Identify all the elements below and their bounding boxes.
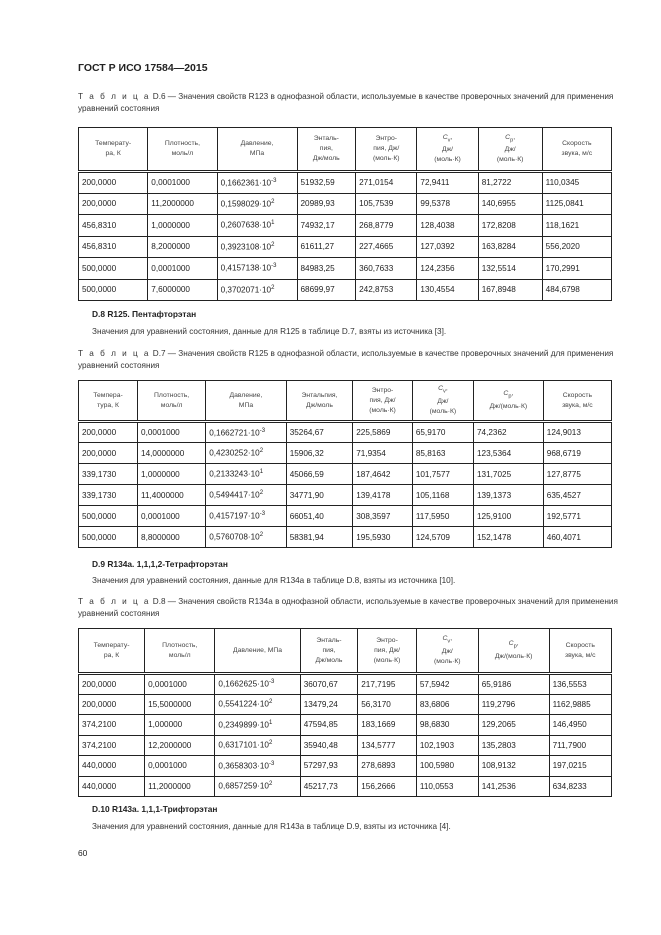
table-cell: 500,0000: [79, 506, 138, 527]
table-cell: 195,5930: [353, 527, 413, 548]
table-cell: 125,9100: [474, 506, 544, 527]
table-cell: 227,4665: [356, 236, 417, 258]
table-caption-d8: [78, 596, 618, 620]
table-cell: 57297,93: [300, 756, 358, 777]
pressure-exponent: 2: [259, 490, 264, 497]
column-header-text: Давление, МПа: [233, 646, 283, 654]
table-cell: 200,0000: [79, 674, 145, 695]
table-cell: 65,9186: [478, 674, 549, 695]
table-cell: 183,1669: [358, 715, 417, 736]
table-cell: 124,9013: [543, 422, 611, 443]
table-cell: 47594,85: [300, 715, 358, 736]
column-header-text: Темпера- тура, К: [93, 391, 123, 409]
table-cell: 119,2796: [478, 694, 549, 715]
pressure-mantissa: 0,5760708·10: [209, 532, 260, 542]
header-row: [79, 128, 612, 172]
table-cell: 460,4071: [543, 527, 611, 548]
table-cell: 8,8000000: [138, 527, 206, 548]
table-row: [79, 443, 612, 464]
table-cell: 117,5950: [412, 506, 473, 527]
table-row: [79, 694, 612, 715]
table-cell: [215, 776, 300, 797]
column-header-text: Дж/(моль·К): [489, 402, 528, 410]
table-cell: 200,0000: [79, 172, 148, 194]
pressure-mantissa: 0,3658303·10: [218, 761, 269, 771]
table-cell: 132,5514: [478, 258, 542, 280]
column-header-text: Давление, МПа: [240, 140, 274, 157]
table-row: [79, 279, 612, 301]
table-cell: 36070,67: [300, 674, 358, 695]
table-cell: 7,6000000: [148, 279, 217, 301]
table-cell: 139,1373: [474, 485, 544, 506]
pressure-mantissa: 0,6317101·10: [218, 741, 269, 751]
table-cell: 0,0001000: [138, 506, 206, 527]
table-row: [79, 172, 612, 194]
pressure-mantissa: 0,4230252·10: [209, 448, 260, 458]
pressure-mantissa: 0,5494417·10: [209, 490, 260, 500]
column-header-text: Энтальпия, Дж/моль: [301, 391, 338, 409]
pressure-exponent: 2: [271, 198, 275, 205]
pressure-exponent: -3: [271, 177, 277, 184]
table-cell: 163,8284: [478, 236, 542, 258]
table-cell: 20989,93: [297, 193, 356, 215]
table-cell: 456,8310: [79, 236, 148, 258]
table-cell: 127,8775: [543, 464, 611, 485]
table-cell: 74932,17: [297, 215, 356, 237]
symbol-subscript: p: [508, 393, 512, 400]
table-cell: 51932,59: [297, 172, 356, 194]
table-cell: [215, 735, 300, 756]
column-header-text: Температу- ра, К: [93, 641, 130, 659]
table-cell: 8,2000000: [148, 236, 217, 258]
pressure-exponent: 1: [268, 719, 273, 726]
table-cell: [215, 756, 300, 777]
column-header: [543, 381, 611, 422]
pressure-exponent: 2: [268, 781, 273, 788]
pressure-exponent: -3: [259, 427, 266, 434]
header-row: [79, 629, 612, 674]
table-cell: 105,7539: [356, 193, 417, 215]
table-cell: 156,2666: [358, 776, 417, 797]
column-header-text: Плотность, моль/л: [164, 140, 200, 157]
table-cell: 129,2065: [478, 715, 549, 736]
table-cell: 172,8208: [478, 215, 542, 237]
table-cell: 110,0345: [542, 172, 611, 194]
table-cell: 124,2356: [417, 258, 478, 280]
table-cell: 167,8948: [478, 279, 542, 301]
pressure-exponent: 1: [259, 469, 264, 476]
pressure-mantissa: 0,1662625·10: [218, 680, 269, 690]
pressure-exponent: 2: [271, 241, 275, 248]
table-cell: [217, 172, 297, 194]
table-cell: 374,2100: [79, 715, 145, 736]
section-title-d9: D.9 R134a. 1,1,1,2-Тетрафторэтан: [92, 559, 228, 569]
table-cell: 500,0000: [79, 258, 148, 280]
section-text-d8: Значения для уравнений состояния, данные для R125 в таблице D.7, взяты из источника [3].: [92, 327, 447, 336]
table-cell: 0,0001000: [145, 674, 215, 695]
column-header-text: Энталь- пия, Дж/моль: [315, 636, 343, 664]
pressure-exponent: 1: [271, 220, 275, 227]
table-row: [79, 485, 612, 506]
caption-text: D.8 — Значения свойств R134a в однофазной области, используемые в качестве проверочных значений для применения уравнений состояния: [78, 597, 618, 618]
column-header-text: Скорость звука, м/с: [562, 391, 593, 409]
column-header: $C_v$, Дж/ (моль·К): [412, 381, 473, 422]
table-cell: 1,0000000: [148, 215, 217, 237]
table-cell: 65,9170: [412, 422, 473, 443]
table-row: [79, 756, 612, 777]
column-header: $C_v$, Дж/ (моль·К): [416, 629, 478, 674]
table-cell: [206, 485, 287, 506]
symbol-subscript: p: [510, 137, 514, 144]
table-cell: 34771,90: [286, 485, 353, 506]
table-cell: 278,6893: [358, 756, 417, 777]
table-row: [79, 506, 612, 527]
table-cell: [206, 527, 287, 548]
table-cell: 56,3170: [358, 694, 417, 715]
table-cell: 308,3597: [353, 506, 413, 527]
table-cell: 61611,27: [297, 236, 356, 258]
table-cell: [206, 506, 287, 527]
table-cell: [206, 422, 287, 443]
table-row: [79, 527, 612, 548]
column-header-text: Дж/(моль·К): [494, 652, 533, 660]
pressure-mantissa: 0,4157138·10: [220, 264, 272, 274]
pressure-exponent: 2: [259, 532, 264, 539]
column-header-text: Энтро- пия, Дж/ (моль·К): [372, 135, 400, 162]
column-header-text: Энтро- пия, Дж/ (моль·К): [369, 386, 396, 414]
table-cell: 110,0553: [416, 776, 478, 797]
column-header-text: Плотность, моль/л: [162, 641, 198, 659]
column-header: [358, 629, 417, 674]
column-header-text: Энтро- пия, Дж/ (моль·К): [373, 636, 401, 664]
table-cell: 1,0000000: [138, 464, 206, 485]
table-cell: 105,1168: [412, 485, 473, 506]
section-title-d10: D.10 R143a. 1,1,1-Трифторэтан: [92, 804, 218, 814]
table-cell: 374,2100: [79, 735, 145, 756]
table-cell: [206, 464, 287, 485]
column-header-text: Плотность, моль/л: [154, 391, 190, 409]
column-header: [138, 381, 206, 422]
pressure-mantissa: 0,1662361·10: [220, 178, 272, 188]
symbol-subscript: v: [447, 638, 451, 645]
section-title-d8: D.8 R125. Пентафторэтан: [92, 309, 197, 319]
pressure-mantissa: 0,2349899·10: [218, 720, 269, 730]
table-d7: [78, 380, 612, 548]
table-cell: 339,1730: [79, 485, 138, 506]
column-header-text: Скорость звука, м/с: [564, 641, 596, 659]
pressure-mantissa: 0,5541224·10: [218, 700, 269, 710]
table-cell: 68699,97: [297, 279, 356, 301]
table-cell: [215, 694, 300, 715]
table-row: [79, 422, 612, 443]
section-text-d9: Значения для уравнений состояния, данные для R134a в таблице D.8, взяты из источника [10].: [92, 576, 456, 585]
table-row: [79, 236, 612, 258]
table-cell: 968,6719: [543, 443, 611, 464]
column-header: [353, 381, 413, 422]
table-cell: 0,0001000: [145, 756, 215, 777]
column-header-text: Дж/ (моль·К): [434, 146, 461, 164]
column-header: [79, 629, 145, 674]
table-cell: 74,2362: [474, 422, 544, 443]
table-cell: 100,5980: [416, 756, 478, 777]
table-cell: 11,2000000: [145, 776, 215, 797]
table-cell: 123,5364: [474, 443, 544, 464]
table-cell: 0,0001000: [148, 172, 217, 194]
table-cell: 140,6955: [478, 193, 542, 215]
pressure-exponent: 2: [268, 699, 273, 706]
table-cell: 187,4642: [353, 464, 413, 485]
table-cell: 11,2000000: [148, 193, 217, 215]
symbol: C: [503, 390, 509, 398]
table-cell: 57,5942: [416, 674, 478, 695]
table-cell: 12,2000000: [145, 735, 215, 756]
column-header-text: Температу- ра, К: [95, 140, 132, 157]
symbol: C: [508, 640, 514, 648]
table-cell: 102,1903: [416, 735, 478, 756]
caption-text: D.6 — Значения свойств R123 в однофазной области, используемые в качестве проверочных значений для применения уравнений состояния: [78, 92, 614, 113]
symbol: C: [442, 133, 448, 141]
table-cell: 141,2536: [478, 776, 549, 797]
column-header: [215, 629, 300, 674]
table-row: [79, 464, 612, 485]
table-cell: 127,0392: [417, 236, 478, 258]
table-cell: 118,1621: [542, 215, 611, 237]
table-row: [79, 776, 612, 797]
column-header: [356, 128, 417, 172]
table-cell: 268,8779: [356, 215, 417, 237]
table-cell: [206, 443, 287, 464]
pressure-mantissa: 0,1598029·10: [220, 199, 272, 209]
section-text-d10: Значения для уравнений состояния, данные для R143a в таблице D.9, взяты из источника [4].: [92, 822, 451, 831]
table-cell: 484,6798: [542, 279, 611, 301]
column-header: [206, 381, 287, 422]
table-cell: 556,2020: [542, 236, 611, 258]
column-header-text: Скорость звука, м/с: [561, 140, 593, 157]
table-cell: 139,4178: [353, 485, 413, 506]
symbol-subscript: p: [513, 643, 517, 650]
table-cell: [217, 279, 297, 301]
pressure-exponent: -3: [268, 760, 275, 767]
column-header: [217, 128, 297, 172]
table-cell: 152,1478: [474, 527, 544, 548]
table-cell: [217, 193, 297, 215]
table-cell: 13479,24: [300, 694, 358, 715]
pressure-mantissa: 0,2133243·10: [209, 469, 260, 479]
column-header: [542, 128, 611, 172]
table-cell: [217, 258, 297, 280]
table-cell: 192,5771: [543, 506, 611, 527]
table-cell: [217, 236, 297, 258]
pressure-mantissa: 0,1662721·10: [209, 428, 260, 438]
pressure-exponent: -3: [271, 263, 277, 270]
table-row: [79, 674, 612, 695]
table-cell: 84983,25: [297, 258, 356, 280]
pressure-mantissa: 0,4157197·10: [209, 511, 260, 521]
table-cell: 72,9411: [417, 172, 478, 194]
table-d6: [78, 127, 612, 301]
table-cell: 0,0001000: [138, 422, 206, 443]
table-cell: 440,0000: [79, 776, 145, 797]
table-cell: 98,6830: [416, 715, 478, 736]
table-cell: 101,7577: [412, 464, 473, 485]
table-cell: 85,8163: [412, 443, 473, 464]
column-header-text: Энталь- пия, Дж/моль: [312, 135, 340, 162]
table-row: [79, 258, 612, 280]
pressure-exponent: 2: [271, 284, 275, 291]
column-header: $C_p$, Дж/(моль·К): [474, 381, 544, 422]
table-cell: 456,8310: [79, 215, 148, 237]
column-header: [148, 128, 217, 172]
document-header: ГОСТ Р ИСО 17584—2015: [78, 62, 208, 74]
table-cell: 0,0001000: [148, 258, 217, 280]
table-cell: 83,6806: [416, 694, 478, 715]
column-header-text: Дж/ (моль·К): [434, 647, 461, 665]
page-number: 60: [78, 848, 88, 858]
column-header-text: Дж/ (моль·К): [496, 146, 524, 164]
pressure-mantissa: 0,3923108·10: [220, 242, 272, 252]
column-header: $C_v$, Дж/ (моль·К): [417, 128, 478, 172]
table-row: [79, 715, 612, 736]
column-header: [286, 381, 353, 422]
table-cell: 225,5869: [353, 422, 413, 443]
table-row: [79, 215, 612, 237]
column-header: [145, 629, 215, 674]
caption-text: D.7 — Значения свойств R125 в однофазной области, используемые в качестве проверочных значений для применения уравнений состояния: [78, 349, 614, 370]
table-cell: 339,1730: [79, 464, 138, 485]
table-cell: 15906,32: [286, 443, 353, 464]
table-row: [79, 193, 612, 215]
table-caption-d6: [78, 91, 618, 115]
pressure-mantissa: 0,3702071·10: [220, 285, 272, 295]
table-cell: 635,4527: [543, 485, 611, 506]
symbol: C: [505, 133, 511, 141]
pressure-mantissa: 0,2607638·10: [220, 221, 272, 231]
table-cell: 45066,59: [286, 464, 353, 485]
table-row: [79, 735, 612, 756]
table-cell: [217, 215, 297, 237]
column-header-text: Давление, МПа: [229, 391, 263, 409]
table-d8: [78, 628, 612, 797]
column-header: [79, 128, 148, 172]
table-cell: 271,0154: [356, 172, 417, 194]
table-cell: 136,5553: [549, 674, 611, 695]
table-cell: 11,4000000: [138, 485, 206, 506]
column-header: [79, 381, 138, 422]
table-cell: 440,0000: [79, 756, 145, 777]
column-header: $C_p$, Дж/ (моль·К): [478, 128, 542, 172]
table-cell: 135,2803: [478, 735, 549, 756]
table-cell: 1125,0841: [542, 193, 611, 215]
symbol-subscript: v: [447, 137, 451, 144]
table-cell: 71,9354: [353, 443, 413, 464]
table-cell: 200,0000: [79, 193, 148, 215]
symbol-subscript: v: [443, 388, 446, 395]
table-cell: 146,4950: [549, 715, 611, 736]
table-cell: 35264,67: [286, 422, 353, 443]
table-cell: 634,8233: [549, 776, 611, 797]
table-cell: 500,0000: [79, 279, 148, 301]
table-cell: 1162,9885: [549, 694, 611, 715]
table-cell: 242,8753: [356, 279, 417, 301]
table-cell: 500,0000: [79, 527, 138, 548]
table-cell: 14,0000000: [138, 443, 206, 464]
pressure-exponent: -3: [268, 679, 275, 686]
pressure-exponent: 2: [268, 740, 273, 747]
table-cell: [215, 674, 300, 695]
caption-label: Т а б л и ц а: [78, 349, 151, 358]
table-cell: 45217,73: [300, 776, 358, 797]
pressure-exponent: 2: [259, 448, 264, 455]
table-cell: 711,7900: [549, 735, 611, 756]
pressure-mantissa: 0,6857259·10: [218, 782, 269, 792]
table-cell: 15,5000000: [145, 694, 215, 715]
column-header-text: Дж/ (моль·К): [429, 397, 457, 415]
column-header: $C_p$, Дж/(моль·К): [478, 629, 549, 674]
table-cell: 134,5777: [358, 735, 417, 756]
table-cell: 58381,94: [286, 527, 353, 548]
table-cell: 128,4038: [417, 215, 478, 237]
symbol: C: [442, 635, 448, 643]
table-cell: 99,5378: [417, 193, 478, 215]
table-cell: [215, 715, 300, 736]
table-cell: 217,7195: [358, 674, 417, 695]
header-row: [79, 381, 612, 422]
table-cell: 197,0215: [549, 756, 611, 777]
caption-label: Т а б л и ц а: [78, 92, 151, 101]
pressure-exponent: -3: [259, 511, 266, 518]
caption-label: Т а б л и ц а: [78, 597, 151, 606]
table-cell: 200,0000: [79, 694, 145, 715]
table-cell: 200,0000: [79, 422, 138, 443]
table-cell: 124,5709: [412, 527, 473, 548]
table-cell: 108,9132: [478, 756, 549, 777]
table-cell: 81,2722: [478, 172, 542, 194]
table-cell: 200,0000: [79, 443, 138, 464]
table-caption-d7: [78, 348, 618, 372]
column-header: [297, 128, 356, 172]
table-cell: 35940,48: [300, 735, 358, 756]
table-cell: 360,7633: [356, 258, 417, 280]
table-cell: 66051,40: [286, 506, 353, 527]
table-cell: 131,7025: [474, 464, 544, 485]
table-cell: 1,000000: [145, 715, 215, 736]
table-cell: 170,2991: [542, 258, 611, 280]
table-cell: 130,4554: [417, 279, 478, 301]
symbol: C: [438, 385, 444, 393]
column-header: [549, 629, 611, 674]
column-header: [300, 629, 358, 674]
